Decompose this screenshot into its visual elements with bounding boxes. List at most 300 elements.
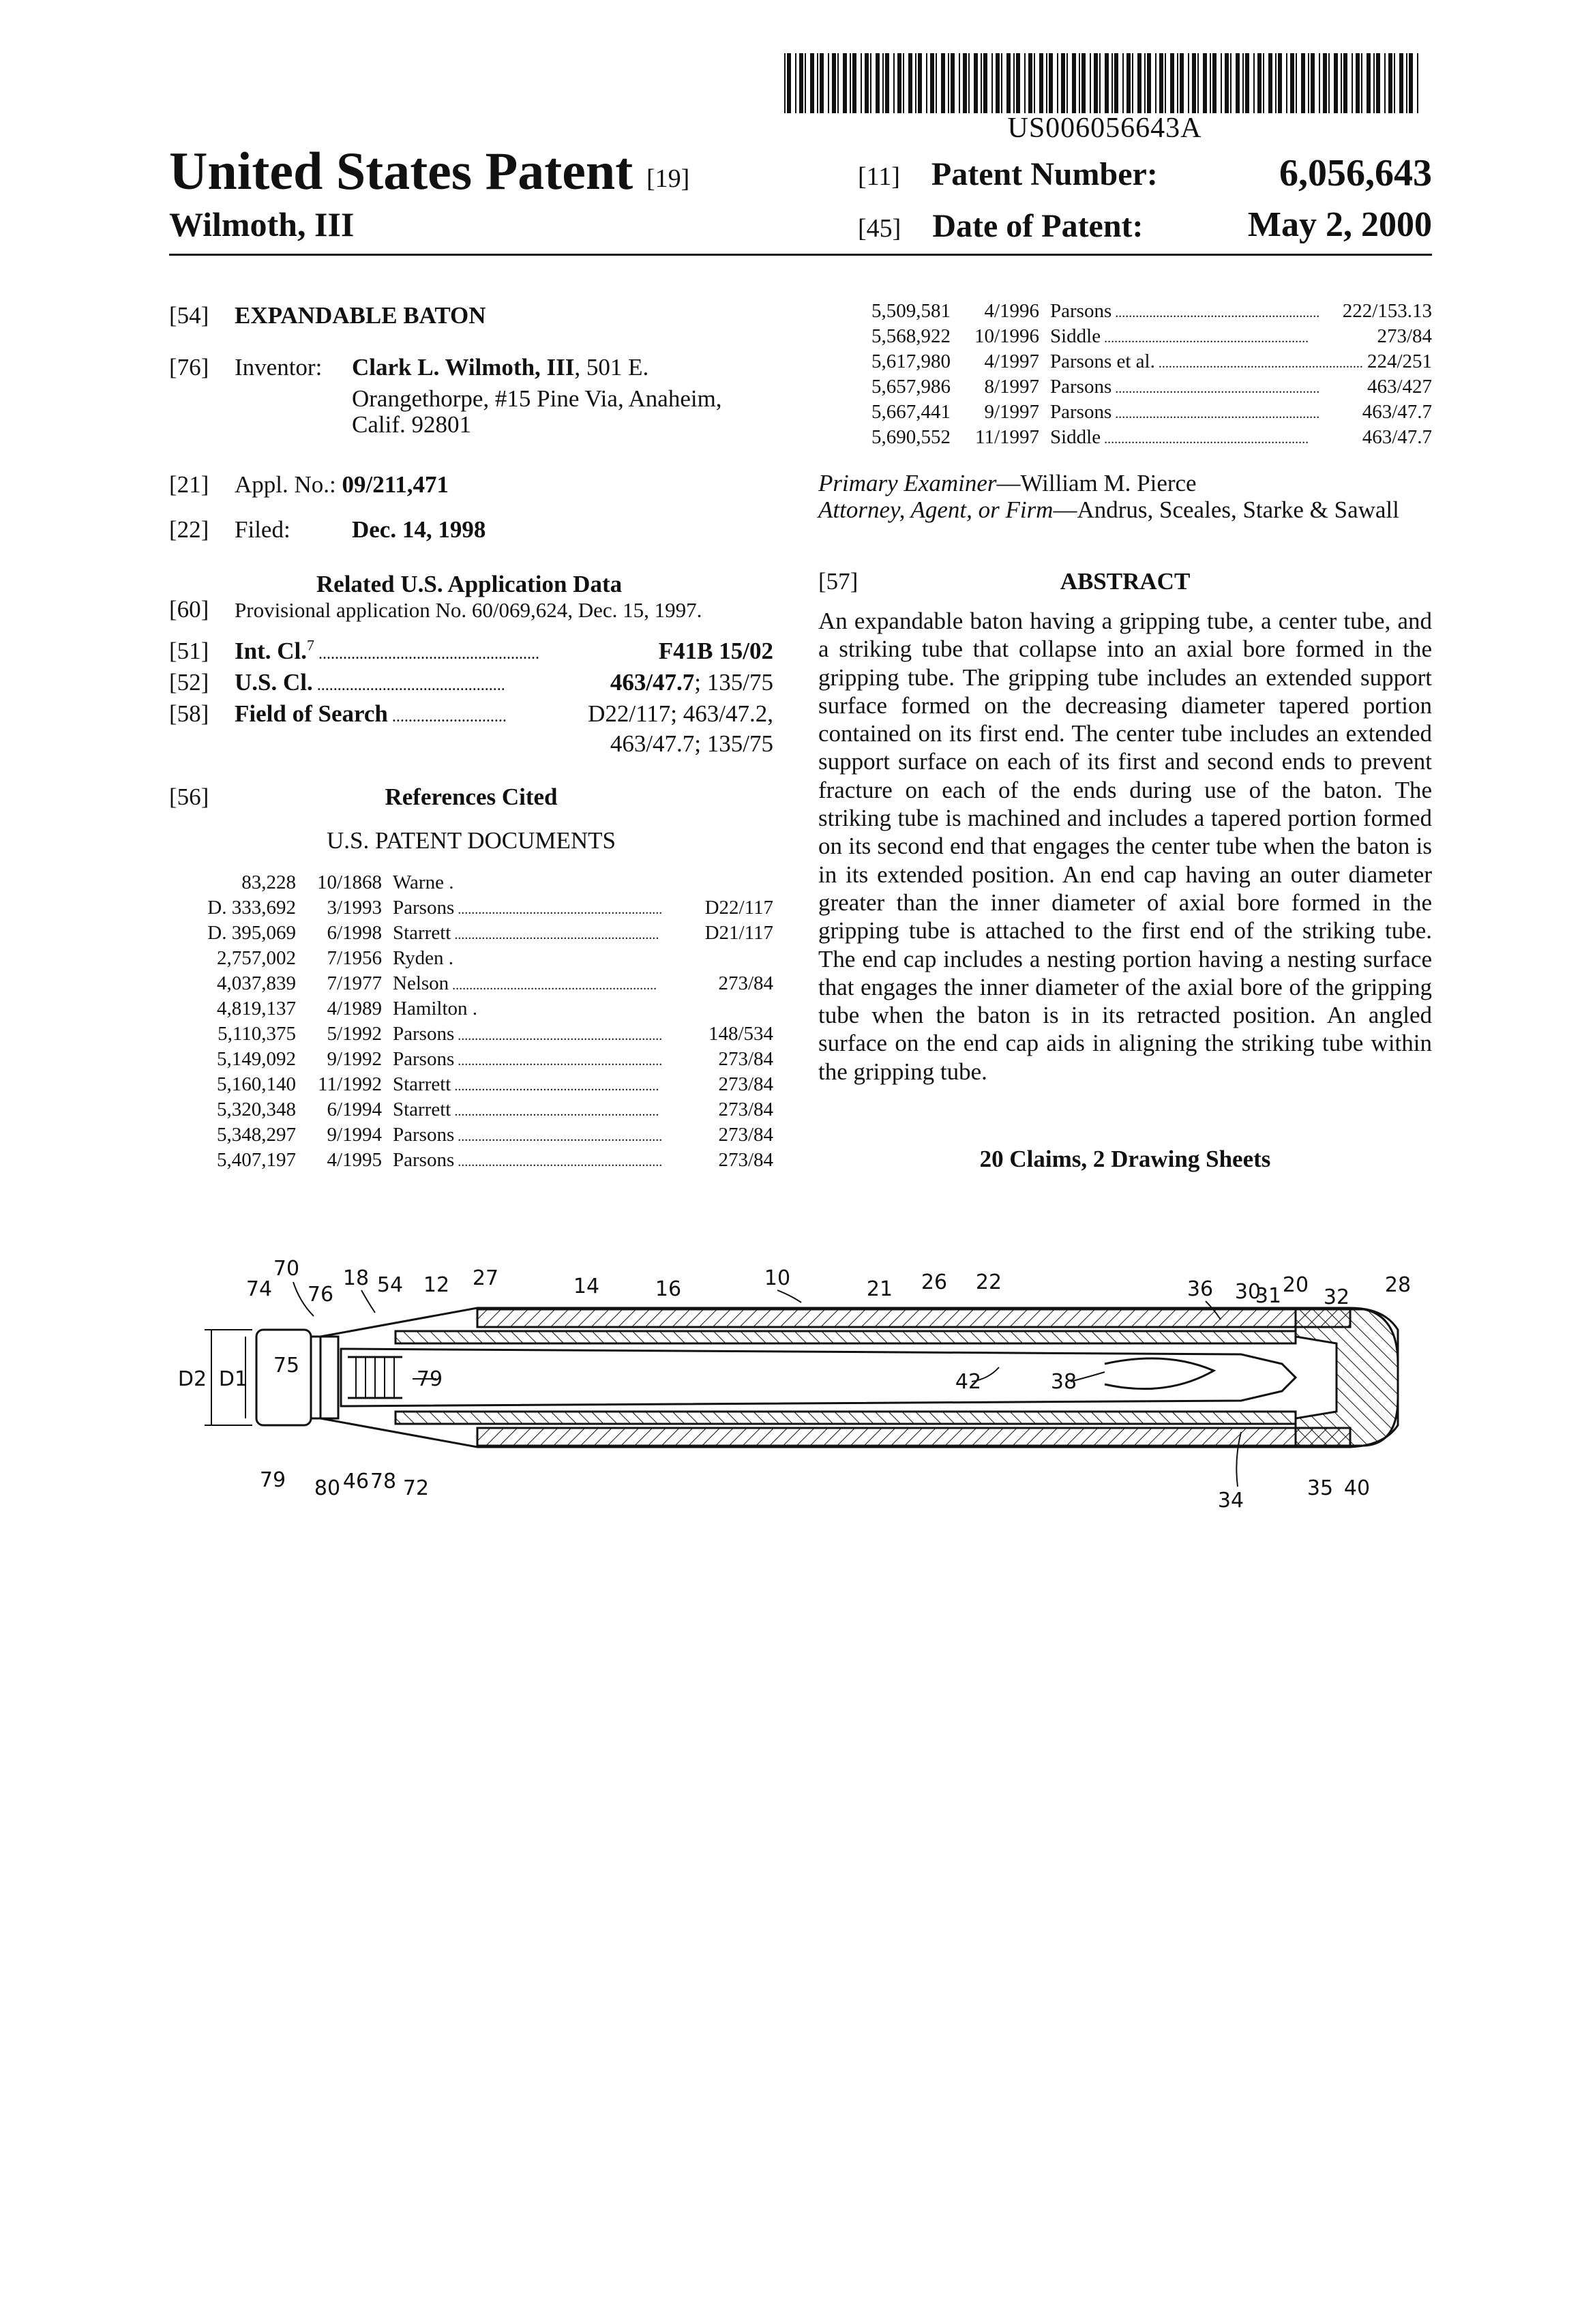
date-label: Date of Patent: [932,208,1144,244]
barcode-bar [1367,53,1371,113]
barcode-bar [1006,53,1011,113]
reference-date: 4/1997 [984,351,1039,372]
barcode-bar [1376,53,1380,113]
reference-inventor: Starrett ............................................................ [393,1073,659,1095]
related-heading: Related U.S. Application Data [316,571,623,597]
reference-row [169,1149,773,1174]
provisional-text: Provisional application No. 60/069,624, Dec. 15, 1997. [235,598,702,622]
label-54: 54 [376,1273,404,1297]
intcl-field [169,636,773,667]
reference-row [818,426,1432,451]
barcode-bar [828,53,829,113]
barcode-bar [1001,53,1002,113]
barcode-bar [1290,53,1294,113]
reference-date: 10/1868 [316,872,382,893]
label-42: 42 [955,1370,982,1394]
label-14: 14 [573,1275,600,1298]
barcode-bar [996,53,1000,113]
reference-date: 7/1956 [327,947,382,969]
references-table-right [818,300,1432,451]
title-field [169,300,486,331]
reference-class: 273/84 [718,972,773,994]
barcode-bar [876,53,880,113]
barcode-bar [1409,53,1413,113]
barcode-bar [1188,53,1189,113]
barcode-bar [1122,53,1124,113]
examiner-name: —William M. Pierce [996,470,1197,496]
barcode-bar [1197,53,1199,113]
reference-number: 5,407,197 [217,1149,296,1171]
label-12: 12 [423,1273,450,1297]
reference-class: 224/251 [1367,351,1432,372]
uscl-label: U.S. Cl. [235,669,313,696]
barcode-bar [861,53,862,113]
reference-number: 5,617,980 [871,351,951,372]
reference-class: 273/84 [718,1124,773,1146]
barcode-bar [1079,53,1080,113]
barcode-bar [1328,53,1330,113]
examiner-label: Primary Examiner [818,470,997,496]
barcode-bar [885,53,889,113]
leader-dots: ............................................................ [451,927,659,942]
reference-class: 273/84 [718,1048,773,1070]
barcode-bar [1388,53,1392,113]
barcode-bar [810,53,814,113]
barcode-bar [1099,53,1101,113]
barcode-bar [865,53,869,113]
abstract-tag: [57] [818,568,859,595]
reference-class: 222/153.13 [1342,300,1432,322]
references-tag: [56] [169,784,209,810]
center-tube-wall-bottom [395,1412,1296,1424]
reference-inventor: Starrett ............................................................ [393,922,659,944]
date-tag: [45] [858,214,901,243]
barcode-bar [1263,53,1264,113]
barcode-bar [1242,53,1244,113]
label-28: 28 [1384,1273,1412,1297]
barcode-bar [1114,53,1118,113]
barcode-bar [1253,53,1255,113]
barcode-bar [1203,53,1207,113]
barcode-bar [1180,53,1184,113]
reference-class: D21/117 [704,922,773,944]
intcl-value: F41B 15/02 [658,638,773,664]
appl-label: Appl. No.: [235,471,336,498]
barcode-bar [1225,53,1229,113]
reference-inventor: Siddle ............................................................ [1050,426,1309,448]
reference-inventor: Parsons ............................................................ [393,1023,663,1045]
barcode-bar [1192,53,1196,113]
reference-inventor: Hamilton . [393,998,478,1019]
patent-title-heading: United States Patent [169,141,633,200]
intcl-tag: [51] [169,638,209,664]
patent-number-label: Patent Number: [931,156,1158,192]
provisional-field [169,596,702,623]
label-36: 36 [1186,1277,1214,1301]
leader-dots: ............................................................ [454,1154,663,1170]
filed-date: Dec. 14, 1998 [352,516,486,543]
barcode-bar [963,53,967,113]
reference-date: 9/1994 [327,1124,382,1146]
abstract-header [818,566,1432,597]
barcode-bar [941,53,945,113]
barcode-bar [1406,53,1407,113]
reference-class: 273/84 [718,1099,773,1120]
barcode-bar [1417,53,1418,113]
reference-number: 5,509,581 [871,300,951,322]
barcode-bar [1278,53,1282,113]
fos-value-2: 463/47.7; 135/75 [610,730,773,757]
barcode-bar [1105,53,1109,113]
inventor-address-2: Orangethorpe, #15 Pine Via, Anaheim, [352,385,722,412]
barcode-bar [870,53,871,113]
fos-label: Field of Search [235,700,388,727]
barcode [784,53,1425,113]
barcode-bar [784,53,786,113]
label-70: 70 [273,1257,300,1281]
reference-date: 7/1977 [327,972,382,994]
reference-date: 3/1993 [327,897,382,919]
title-field-tag: [54] [169,302,209,329]
patent-number-tag: [11] [858,162,900,191]
inventor-address-3: Calif. 92801 [352,411,471,438]
label-10: 10 [764,1266,791,1290]
label-30: 30 [1234,1280,1262,1304]
intcl-label: Int. Cl. [235,638,307,664]
inventor-label: Inventor: [235,354,323,381]
label-35: 35 [1307,1476,1334,1500]
barcode-bar [1245,53,1249,113]
barcode-bar [882,53,884,113]
barcode-bar [1311,53,1315,113]
barcode-bar [915,53,916,113]
reference-date: 4/1989 [327,998,382,1019]
appl-field [169,469,449,501]
barcode-bar [897,53,901,113]
reference-date: 4/1996 [984,300,1039,322]
barcode-bar [1132,53,1133,113]
reference-inventor: Parsons ............................................................ [1050,376,1320,398]
reference-number: 5,149,092 [217,1048,296,1070]
barcode-bar [1081,53,1086,113]
reference-number: D. 395,069 [207,922,296,944]
barcode-bar [983,53,987,113]
barcode-bar [1016,53,1020,113]
barcode-bar [820,53,824,113]
reference-inventor: Parsons ............................................................ [393,1048,663,1070]
reference-date: 6/1994 [327,1099,382,1120]
reference-date: 9/1992 [327,1048,382,1070]
label-32: 32 [1323,1285,1350,1309]
invention-title: EXPANDABLE BATON [235,302,486,329]
barcode-bar [1046,53,1047,113]
filed-field [169,514,486,546]
uscl-dots: .............................................. [312,676,505,694]
reference-number: 5,690,552 [871,426,951,448]
barcode-bar [908,53,912,113]
barcode-bar [1039,53,1043,113]
reference-row [818,376,1432,401]
barcode-bar [832,53,836,113]
intcl-superscript: 7 [307,636,314,654]
barcode-bar [1341,53,1342,113]
reference-inventor: Nelson ............................................................ [393,972,657,994]
reference-number: 5,667,441 [871,401,951,423]
barcode-bar [1212,53,1217,113]
barcode-bar [817,53,818,113]
label-D2: D2 [177,1367,207,1391]
barcode-bar [1221,53,1222,113]
leader-dots: ............................................................ [454,1028,663,1043]
fos-tag: [58] [169,700,209,727]
references-subheading: U.S. PATENT DOCUMENTS [327,827,616,854]
title-tag: [19] [646,164,690,193]
filed-tag: [22] [169,516,209,543]
label-20: 20 [1282,1273,1309,1297]
barcode-bar [850,53,851,113]
barcode-bar [1057,53,1058,113]
abstract-heading: ABSTRACT [1060,568,1191,595]
barcode-bar [837,53,839,113]
barcode-bar [1165,53,1166,113]
label-79-inner: 79 [416,1367,443,1391]
barcode-bar [948,53,949,113]
inventor-heading: Wilmoth, III [169,205,355,243]
reference-number: 4,037,839 [217,972,296,994]
barcode-bar [974,53,978,113]
uscl-value-rest: ; 135/75 [694,669,773,696]
barcode-bar [1049,53,1053,113]
label-31: 31 [1255,1284,1282,1308]
attorney-line [818,496,1432,524]
leader-dots: ............................................................ [454,1129,663,1144]
label-21: 21 [866,1277,893,1301]
barcode-bar [1343,53,1347,113]
inventor-name: Clark L. Wilmoth, III [352,354,575,381]
barcode-bar [951,53,955,113]
reference-inventor: Siddle ............................................................ [1050,325,1309,347]
reference-number: D. 333,692 [207,897,296,919]
reference-row [818,351,1432,376]
reference-inventor: Warne . [393,872,454,893]
barcode-bar [1094,53,1098,113]
uscl-field [169,667,773,698]
reference-class: 463/47.7 [1362,401,1432,423]
reference-number: 4,819,137 [217,998,296,1019]
reference-class [563,872,773,897]
reference-class [563,998,773,1023]
barcode-bar [795,53,796,113]
inventor-field-tag: [76] [169,354,209,381]
header-divider [169,254,1432,256]
label-78: 78 [370,1470,397,1493]
barcode-bar [1319,53,1320,113]
reference-inventor: Parsons ............................................................ [1050,401,1320,423]
reference-number: 5,568,922 [871,325,951,347]
reference-row [169,1073,773,1099]
label-72: 72 [402,1476,430,1500]
document-number: US006056643A [1007,113,1202,144]
reference-date: 8/1997 [984,376,1039,398]
inventor-field [169,352,648,383]
reference-row [818,401,1432,426]
reference-class: 273/84 [1377,325,1432,347]
gripping-tube-outline [320,1308,1398,1447]
leader-dots: ............................................................ [454,902,663,917]
reference-class: 463/427 [1367,376,1432,398]
barcode-bar [1013,53,1015,113]
barcode-bar [1268,53,1272,113]
barcode-bar [852,53,856,113]
reference-row [169,922,773,947]
reference-class: D22/117 [704,897,773,919]
barcode-bar [843,53,847,113]
label-80: 80 [314,1476,341,1500]
barcode-bar [1275,53,1277,113]
barcode-bar [1308,53,1309,113]
reference-inventor: Parsons ............................................................ [393,897,663,919]
barcode-bar [1155,53,1156,113]
label-40: 40 [1343,1476,1371,1500]
reference-date: 11/1992 [318,1073,382,1095]
barcode-bar [1147,53,1151,113]
barcode-bar [926,53,927,113]
barcode-bar [1159,53,1163,113]
references-table-left [169,872,773,1174]
barcode-bar [959,53,960,113]
reference-row [169,1124,773,1149]
barcode-bar [1210,53,1211,113]
label-18: 18 [342,1266,370,1290]
intcl-dots: ...................................................... [314,645,539,663]
leader-dots: ............................................................ [449,978,657,993]
attorney-name: —Andrus, Sceales, Starke & Sawall [1053,496,1399,523]
label-16: 16 [655,1277,682,1301]
barcode-bar [981,53,982,113]
barcode-bar [930,53,934,113]
label-74: 74 [245,1277,273,1301]
label-38: 38 [1050,1370,1077,1394]
reference-row [818,300,1432,325]
barcode-bar [1137,53,1141,113]
leader-dots: ............................................................ [1111,381,1320,396]
reference-date: 10/1996 [974,325,1039,347]
reference-row [169,1099,773,1124]
reference-number: 5,320,348 [217,1099,296,1120]
barcode-bar [1170,53,1174,113]
barcode-bar [1236,53,1240,113]
leader-dots: ............................................................ [1111,306,1320,321]
reference-class: 148/534 [708,1023,773,1045]
reference-row [169,1023,773,1048]
leader-dots: ............................................................ [454,1054,663,1069]
barcode-bar [1034,53,1035,113]
barcode-bar [893,53,895,113]
barcode-bar [1323,53,1327,113]
reference-inventor: Starrett ............................................................ [393,1099,659,1120]
reference-date: 9/1997 [984,401,1039,423]
threads [356,1357,394,1398]
leader-dots: ............................................................ [1101,432,1309,447]
reference-inventor: Parsons ............................................................ [393,1124,663,1146]
claims-summary: 20 Claims, 2 Drawing Sheets [979,1146,1271,1172]
reference-inventor: Parsons ............................................................ [1050,300,1320,322]
barcode-bar [1028,53,1032,113]
nesting-portion [311,1337,338,1418]
barcode-bar [936,53,937,113]
date-row [858,207,1144,245]
reference-row [169,972,773,998]
barcode-bar [1394,53,1395,113]
inner-taper [1105,1358,1214,1389]
barcode-bar [1111,53,1113,113]
patent-number-row [858,155,1158,193]
reference-date: 11/1997 [975,426,1039,448]
reference-row [169,998,773,1023]
fos-value-1: D22/117; 463/47.2, [588,700,773,727]
barcode-bar [1384,53,1386,113]
references-heading: References Cited [385,784,558,810]
appl-number: 09/211,471 [342,471,449,498]
reference-date: 5/1992 [327,1023,382,1045]
reference-row [169,897,773,922]
fos-dots: ............................ [387,708,507,726]
barcode-bar [1356,53,1360,113]
barcode-bar [1072,53,1076,113]
references-field [169,781,773,813]
barcode-bar [799,53,803,113]
uscl-tag: [52] [169,669,209,696]
label-D1: D1 [218,1367,248,1391]
leader-dots: ............................................................ [451,1104,659,1119]
barcode-bar [1066,53,1068,113]
provisional-tag: [60] [169,596,209,623]
barcode-bar [1334,53,1338,113]
date-of-patent: May 2, 2000 [1247,205,1432,244]
reference-row [818,325,1432,351]
uscl-value-main: 463/47.7 [610,669,695,696]
label-76: 76 [307,1283,334,1307]
barcode-bar [1090,53,1091,113]
reference-date: 6/1998 [327,922,382,944]
leader-dots: ............................................................ [1101,331,1309,346]
barcode-bar [968,53,970,113]
end-cap-left [256,1330,311,1425]
reference-number: 5,160,140 [217,1073,296,1095]
barcode-bar [1144,53,1146,113]
reference-class: 273/84 [718,1073,773,1095]
label-75: 75 [273,1354,300,1377]
reference-class: 273/84 [718,1149,773,1171]
barcode-bar [1301,53,1305,113]
barcode-bar [1352,53,1353,113]
reference-row [169,1048,773,1073]
barcode-bar [1286,53,1287,113]
barcode-bar [787,53,791,113]
barcode-bar [918,53,922,113]
label-79: 79 [259,1468,286,1492]
barcode-bar [1177,53,1178,113]
reference-class [563,947,773,972]
reference-row [169,947,773,972]
barcode-bar [903,53,904,113]
reference-number: 5,657,986 [871,376,951,398]
attorney-label: Attorney, Agent, or Firm [818,496,1054,523]
abstract-text: An expandable baton having a gripping tube, a center tube, and a striking tube that collapse into an axial bore formed in the gripping tube. The gripping tube includes an extended support surface formed on the decreasing diameter tapered portion contained on its first end. The center tube includes an extended support surface on each of its first and second ends to prevent fracture on each of the ends during use of the baton. The striking tube is machined and includes a tapered portion formed on its second end that engages the center tube when the baton is in its extended position. An end cap having an outer diameter greater than the inner diameter of axial bore formed in the gripping tube is attached to the first end of the striking tube. The end cap includes a nesting portion having a nesting surface that engages the inner diameter of the axial bore of the gripping tube when the baton is in its retracted position. An angled surface on the end cap aids in aligning the striking tube within the gripping tube. [818,608,1432,1085]
barcode-bar [1024,53,1026,113]
examiner-line [818,468,1432,499]
reference-inventor: Parsons et al. ............................................................ [1050,351,1363,372]
